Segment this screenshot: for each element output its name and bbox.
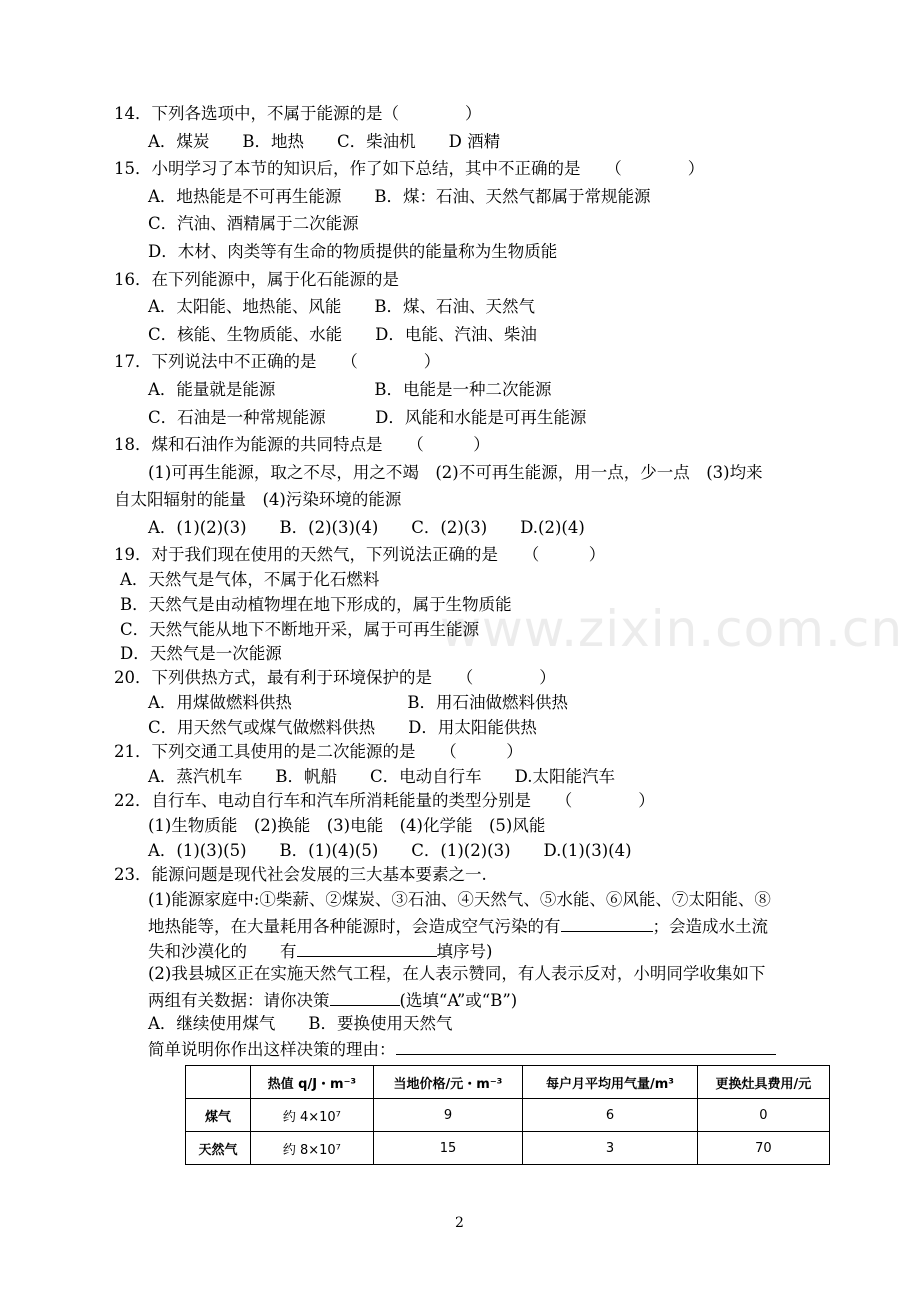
- question-23-line: [148, 940, 492, 962]
- table-row: [186, 1132, 830, 1165]
- question-23-line: [148, 1038, 776, 1060]
- question-22-stem: 22．自行车、电动自行车和汽车所消耗能量的类型分别是 （ ）: [114, 791, 655, 810]
- watermark: www.zixin.com.cn: [440, 600, 904, 658]
- question-20-option-line: A．用煤做燃料供热 B．用石油做燃料供热: [148, 693, 569, 712]
- table-row-label: 天然气: [186, 1132, 251, 1165]
- question-23-line: (1)能源家庭中:①柴薪、②煤炭、③石油、④天然气、⑤水能、⑥风能、⑦太阳能、⑧: [148, 890, 771, 909]
- table-cell: 6: [523, 1099, 698, 1132]
- question-17-stem: 17．下列说法中不正确的是 （ ）: [114, 352, 441, 371]
- question-14-options: A．煤炭 B．地热 C．柴油机 D 酒精: [148, 132, 501, 151]
- question-18-statement-line: 自太阳辐射的能量 (4)污染环境的能源: [114, 490, 402, 509]
- question-17-option-line: A．能量就是能源 B．电能是一种二次能源: [148, 380, 552, 399]
- question-18-stem: 18．煤和石油作为能源的共同特点是 （ ）: [114, 435, 490, 454]
- question-23-text: 填序号): [436, 942, 493, 961]
- table-header-cell: [186, 1066, 251, 1099]
- question-23-line: (2)我县城区正在实施天然气工程，在人表示赞同，有人表示反对，小明同学收集如下: [148, 964, 766, 983]
- question-23-text: (选填“A”或“B”): [399, 991, 518, 1010]
- question-21-stem: 21．下列交通工具使用的是二次能源的是 （ ）: [114, 742, 523, 761]
- question-20-stem: 20．下列供热方式，最有利于环境保护的是 （ ）: [114, 668, 556, 687]
- question-23-text: 两组有关数据：请你决策: [148, 991, 330, 1010]
- question-14-stem: 14．下列各选项中，不属于能源的是（ ）: [114, 104, 482, 123]
- table-row: [186, 1099, 830, 1132]
- question-23-line: [148, 989, 517, 1011]
- table-cell: 约 4×10⁷: [251, 1099, 374, 1132]
- question-20-option-line: C．用天然气或煤气做燃料供热 D．用太阳能供热: [148, 718, 537, 737]
- question-15-option-line: D．木材、肉类等有生命的物质提供的能量称为生物质能: [148, 242, 558, 261]
- table-row-label: 煤气: [186, 1099, 251, 1132]
- question-19-option: D．天然气是一次能源: [120, 644, 282, 663]
- question-22-statement: (1)生物质能 (2)换能 (3)电能 (4)化学能 (5)风能: [148, 816, 546, 835]
- question-22-options: A．(1)(3)(5) B．(1)(4)(5) C．(1)(2)(3) D.(1)(3)(4): [148, 841, 632, 860]
- question-21-options: A．蒸汽机车 B．帆船 C．电动自行车 D.太阳能汽车: [148, 767, 616, 786]
- reason-answer-blank[interactable]: [396, 1038, 776, 1055]
- question-16-stem: 16．在下列能源中，属于化石能源的是: [114, 270, 399, 289]
- question-19-stem: 19．对于我们现在使用的天然气，下列说法正确的是 （ ）: [114, 545, 606, 564]
- table-header-cell: 更换灶具费用/元: [697, 1066, 829, 1099]
- table-cell: 70: [697, 1132, 829, 1165]
- table-header-cell: 每户月平均用气量/m³: [523, 1066, 698, 1099]
- question-15-option-line: A．地热能是不可再生能源 B．煤：石油、天然气都属于常规能源: [148, 187, 651, 206]
- table-header-cell: 当地价格/元・m⁻³: [373, 1066, 522, 1099]
- question-16-option-line: C．核能、生物质能、水能 D．电能、汽油、柴油: [148, 325, 537, 344]
- question-23-line: [148, 915, 768, 937]
- soil-erosion-answer-blank[interactable]: [297, 940, 437, 957]
- table-cell: 约 8×10⁷: [251, 1132, 374, 1165]
- question-23-text: 失和沙漠化的 有: [148, 942, 297, 961]
- question-17-option-line: C．石油是一种常规能源 D．风能和水能是可再生能源: [148, 408, 587, 427]
- question-15-stem: 15．小明学习了本节的知识后，作了如下总结，其中不正确的是 （ ）: [114, 159, 705, 178]
- question-19-option: C．天然气能从地下不断地开采，属于可再生能源: [120, 620, 480, 639]
- question-23-stem: 23．能源问题是现代社会发展的三大基本要素之一.: [114, 865, 487, 884]
- question-23-line: A．继续使用煤气 B．要换使用天然气: [148, 1014, 453, 1033]
- question-23-text: ；会造成水土流: [652, 917, 768, 936]
- table-header-cell: 热值 q/J・m⁻³: [251, 1066, 374, 1099]
- page-number: 2: [455, 1215, 464, 1231]
- question-19-option: A．天然气是气体，不属于化石燃料: [120, 570, 380, 589]
- table-cell: 3: [523, 1132, 698, 1165]
- table-cell: 15: [373, 1132, 522, 1165]
- table-cell: 9: [373, 1099, 522, 1132]
- table-header-row: [186, 1066, 830, 1099]
- question-18-statement-line: (1)可再生能源，取之不尽，用之不竭 (2)不可再生能源，用一点，少一点 (3)均来: [148, 463, 763, 482]
- question-16-option-line: A．太阳能、地热能、风能 B．煤、石油、天然气: [148, 297, 536, 316]
- table-cell: 0: [697, 1099, 829, 1132]
- question-23-text: 地热能等，在大量耗用各种能源时，会造成空气污染的有: [148, 917, 561, 936]
- question-15-option-line: C．汽油、酒精属于二次能源: [148, 214, 359, 233]
- gas-comparison-table: [185, 1065, 830, 1165]
- question-19-option: B．天然气是由动植物埋在地下形成的，属于生物质能: [120, 595, 512, 614]
- decision-answer-blank[interactable]: [330, 989, 400, 1006]
- question-18-options: A．(1)(2)(3) B．(2)(3)(4) C．(2)(3) D.(2)(4): [148, 518, 585, 537]
- air-pollution-answer-blank[interactable]: [561, 915, 653, 932]
- question-23-text: 简单说明你作出这样决策的理由：: [148, 1040, 396, 1059]
